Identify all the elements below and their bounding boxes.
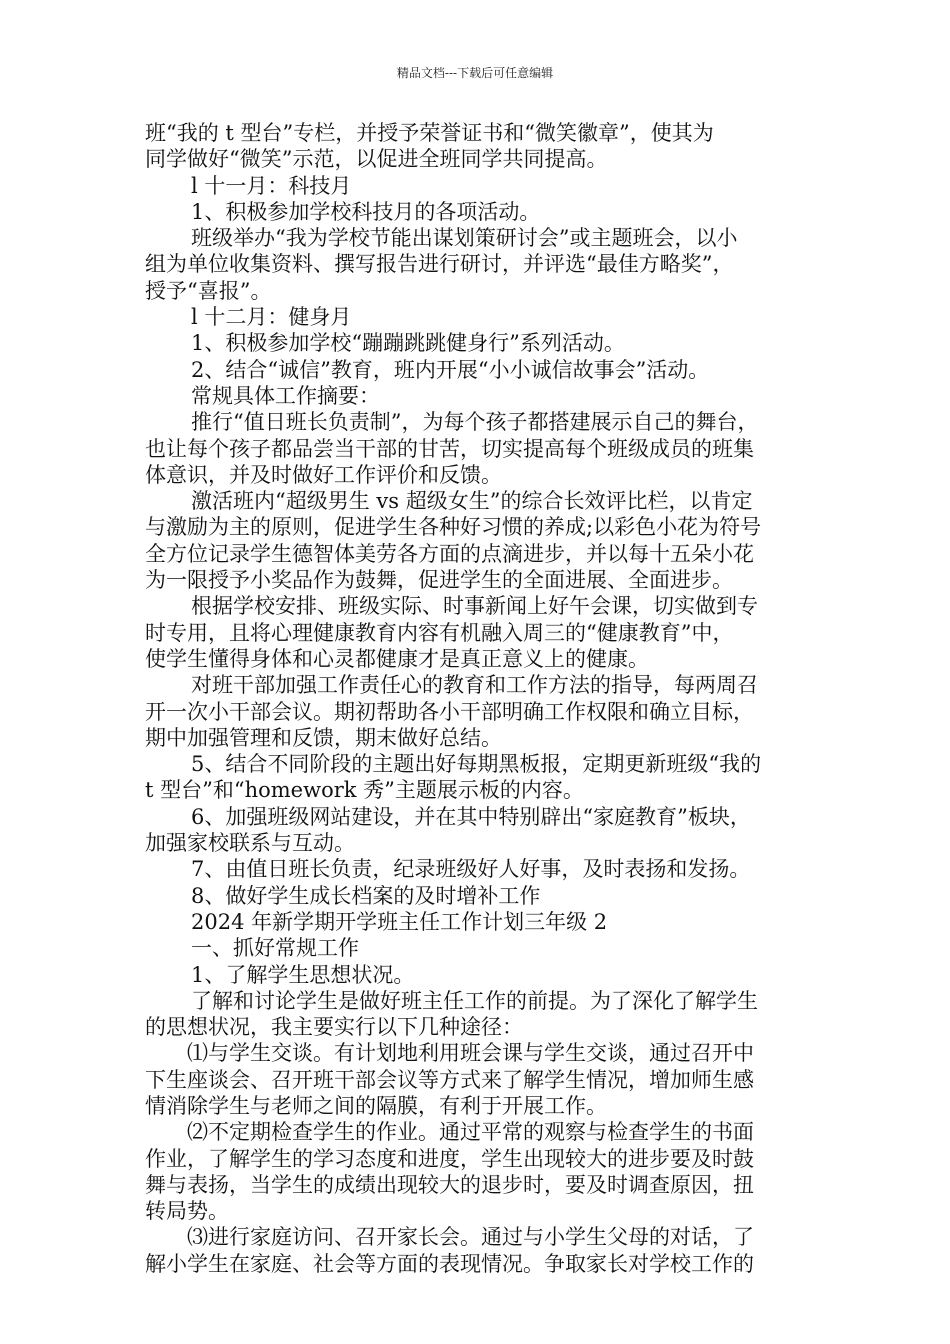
- text-line: 下生座谈会、召开班干部会议等方式来了解学生情况，增加师生感: [145, 1067, 754, 1092]
- page-header: 精品文档---下载后可任意编辑: [396, 66, 554, 80]
- text-line: 了解和讨论学生是做好班主任工作的前提。为了深化了解学生: [191, 988, 758, 1013]
- text-line: 5、结合不同阶段的主题出好每期黑板报，定期更新班级“我的: [191, 752, 762, 777]
- text-line: 舞与表扬，当学生的成绩出现较大的退步时，要及时调查原因，扭: [145, 1172, 754, 1197]
- text-line: 1、了解学生思想状况。: [191, 962, 415, 987]
- text-line: 7、由值日班长负责，纪录班级好人好事，及时表扬和发扬。: [191, 857, 751, 882]
- text-line: 同学做好“微笑”示范，以促进全班同学共同提高。: [145, 147, 608, 172]
- text-line: 1、积极参加学校“蹦蹦跳跳健身行”系列活动。: [191, 331, 625, 356]
- text-line: 转局势。: [145, 1199, 229, 1224]
- text-line: 的思想状况，我主要实行以下几种途径：: [145, 1015, 523, 1040]
- text-line: 开一次小干部会议。期初帮助各小干部明确工作权限和确立目标，: [145, 699, 754, 724]
- text-line: 根据学校安排、班级实际、时事新闻上好午会课，切实做到专: [191, 594, 758, 619]
- text-line: 全方位记录学生德智体美劳各方面的点滴进步，并以每十五朵小花: [145, 541, 754, 566]
- text-line: 一、抓好常规工作: [191, 936, 359, 961]
- text-line: 1、积极参加学校科技月的各项活动。: [191, 199, 541, 224]
- text-line: 2、结合“诚信”教育，班内开展“小小诚信故事会”活动。: [191, 357, 710, 382]
- document-body: [145, 120, 810, 1277]
- text-line: 6、加强班级网站建设，并在其中特别辟出“家庭教育”板块，: [191, 804, 751, 829]
- text-line: 常规具体工作摘要：: [191, 383, 380, 408]
- text-line: 与激励为主的原则，促进学生各种好习惯的养成;以彩色小花为符号: [145, 515, 762, 540]
- text-line: 解小学生在家庭、社会等方面的表现情况。争取家长对学校工作的: [145, 1251, 754, 1276]
- text-line: 情消除学生与老师之间的隔膜，有利于开展工作。: [145, 1093, 607, 1118]
- text-line: 也让每个孩子都品尝当干部的甘苦，切实提高每个班级成员的班集: [145, 436, 754, 461]
- text-line: 为一限授予小奖品作为鼓舞，促进学生的全面进展、全面进步。: [145, 568, 733, 593]
- text-line: t 型台”和“homework 秀”主题展示板的内容。: [145, 778, 584, 803]
- text-line: 作业，了解学生的学习态度和进度，学生出现较大的进步要及时鼓: [145, 1146, 754, 1171]
- text-line: 使学生懂得身体和心灵都健康才是真正意义上的健康。: [145, 646, 649, 671]
- text-line: 体意识，并及时做好工作评价和反馈。: [145, 462, 502, 487]
- text-line: ⑴与学生交谈。有计划地利用班会课与学生交谈，通过召开中: [187, 1041, 754, 1066]
- text-line: 激活班内“超级男生 vs 超级女生”的综合长效评比栏，以肯定: [191, 489, 753, 514]
- text-line: 推行“值日班长负责制”，为每个孩子都搭建展示自己的舞台，: [191, 410, 759, 435]
- text-line: 期中加强管理和反馈，期末做好总结。: [145, 725, 502, 750]
- text-line: l 十一月：科技月: [191, 173, 352, 198]
- text-line: 2024 年新学期开学班主任工作计划三年级 2: [191, 909, 608, 934]
- text-line: 组为单位收集资料、撰写报告进行研讨，并评选“最佳方略奖”，: [145, 252, 734, 277]
- text-line: 对班干部加强工作责任心的教育和工作方法的指导，每两周召: [191, 673, 758, 698]
- text-line: 授予“喜报”。: [145, 278, 272, 303]
- text-line: ⑵不定期检查学生的作业。通过平常的观察与检查学生的书面: [187, 1120, 754, 1145]
- text-line: 班“我的 t 型台”专栏，并授予荣誉证书和“微笑徽章”，使其为: [145, 121, 714, 145]
- text-line: ⑶进行家庭访问、召开家长会。通过与小学生父母的对话，了: [187, 1225, 754, 1250]
- text-line: 加强家校联系与互动。: [145, 831, 355, 856]
- text-line: 班级举办“我为学校节能出谋划策研讨会”或主题班会，以小: [191, 226, 738, 251]
- text-line: 8、做好学生成长档案的及时增补工作: [191, 883, 541, 908]
- text-line: l 十二月：健身月: [191, 305, 352, 330]
- text-line: 时专用，且将心理健康教育内容有机融入周三的“健康教育”中，: [145, 620, 734, 645]
